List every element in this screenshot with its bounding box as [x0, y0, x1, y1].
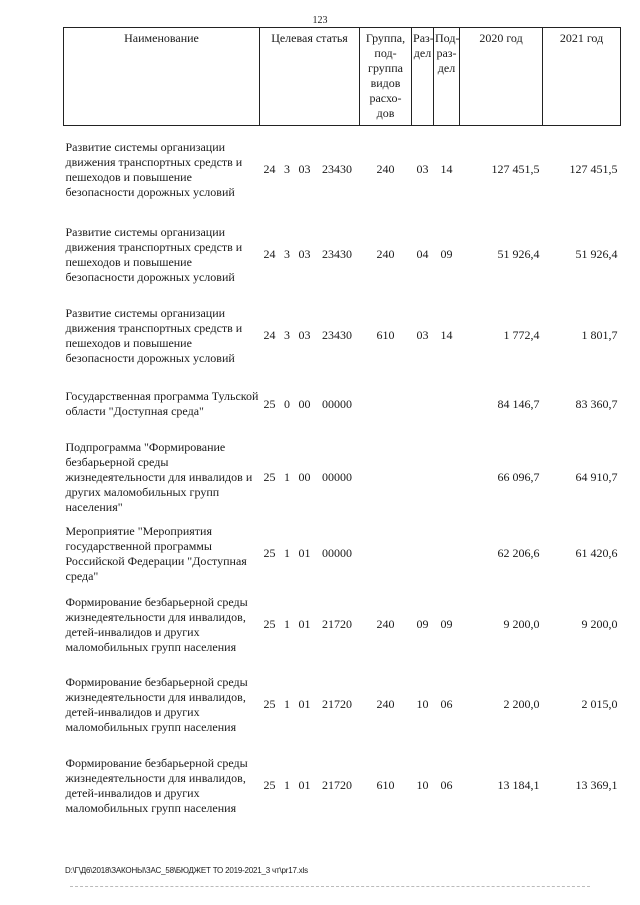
row-amount-2020: 1 772,4: [503, 328, 540, 342]
row-ts-event: 00: [298, 396, 311, 411]
row-ts-program: 25: [263, 396, 276, 411]
row-ts-direction: 21720: [322, 617, 352, 631]
row-amount-2020: 2 200,0: [503, 697, 540, 711]
row-group: 610: [376, 328, 395, 342]
row-amount-2021: 61 420,6: [575, 546, 618, 560]
row-name: Развитие системы организации движения транспортных средств и пешеходов и повышение безопасности дорожных условий: [65, 224, 243, 284]
row-amount-2020: 9 200,0: [503, 617, 540, 631]
row-section: [412, 523, 434, 585]
header-group: Группа, под-группа видов расхо-дов: [360, 28, 412, 126]
row-group: 610: [376, 778, 395, 792]
row-subsection: 09: [440, 247, 453, 261]
row-amount-2021: 127 451,5: [569, 162, 618, 177]
row-ts-subprogram: 1: [284, 546, 290, 560]
row-ts-direction: 00000: [322, 396, 352, 411]
row-amount-2021: 9 200,0: [581, 617, 618, 631]
row-amount-2020: 127 451,5: [491, 162, 540, 177]
row-ts-event: 01: [298, 778, 311, 792]
table-row: [64, 585, 621, 665]
header-target-article: Целевая статья: [260, 28, 360, 126]
row-subsection: 06: [440, 778, 453, 792]
row-ts-event: 03: [298, 247, 311, 261]
row-group: [360, 433, 412, 523]
budget-table: [63, 27, 621, 827]
row-subsection: 14: [440, 328, 453, 342]
row-ts-program: 25: [263, 470, 276, 484]
row-group: 240: [376, 617, 395, 631]
row-ts-direction: 21720: [322, 778, 352, 792]
row-ts-program: 24: [263, 328, 276, 342]
row-ts-direction: 21720: [322, 697, 352, 711]
row-ts-subprogram: 3: [284, 247, 290, 261]
row-amount-2021: 13 369,1: [575, 778, 618, 792]
header-subsection: Под-раз-дел: [434, 28, 460, 126]
table-row: [64, 745, 621, 827]
row-section: 09: [416, 617, 429, 631]
row-ts-event: 01: [298, 546, 311, 560]
row-amount-2021: 2 015,0: [581, 697, 618, 711]
row-amount-2021: 83 360,7: [575, 396, 618, 411]
table-row: [64, 665, 621, 745]
row-ts-direction: 00000: [322, 546, 352, 560]
header-year-2020: 2020 год: [460, 28, 543, 126]
row-ts-program: 24: [263, 247, 276, 261]
row-ts-subprogram: 1: [284, 617, 290, 631]
row-ts-event: 03: [298, 162, 311, 177]
row-ts-subprogram: 0: [284, 396, 290, 411]
row-ts-program: 24: [263, 162, 276, 177]
row-ts-program: 25: [263, 617, 276, 631]
row-subsection: 06: [440, 697, 453, 711]
row-ts-subprogram: 1: [284, 778, 290, 792]
table-row: [64, 214, 621, 296]
row-ts-direction: 23430: [322, 328, 352, 342]
row-subsection: [434, 433, 460, 523]
row-amount-2021: 64 910,7: [575, 470, 618, 484]
row-ts-event: 03: [298, 328, 311, 342]
header-year-2021: 2021 год: [543, 28, 621, 126]
page-number: 123: [312, 15, 328, 26]
row-ts-program: 25: [263, 778, 276, 792]
row-name: Формирование безбарьерной среды жизнедеятельности для инвалидов, детей-инвалидов и других маломобильных групп населения: [65, 594, 248, 654]
row-section: [412, 376, 434, 433]
row-subsection: 14: [440, 162, 453, 177]
row-name: Государственная программа Тульской области "Доступная среда": [65, 389, 259, 418]
row-ts-event: 00: [298, 470, 311, 484]
row-name: Формирование безбарьерной среды жизнедеятельности для инвалидов, детей-инвалидов и других маломобильных групп населения: [65, 755, 248, 815]
footer-divider: [70, 886, 590, 887]
row-subsection: [434, 376, 460, 433]
row-amount-2021: 1 801,7: [581, 328, 618, 342]
row-name: Подпрограмма "Формирование безбарьерной среды жизнедеятельности для инвалидов и других маломобильных групп населения": [65, 440, 253, 514]
file-path-footer: D:\Г\Д6\2018\ЗАКОНЫ\ЗАС_58\БЮДЖЕТ ТО 2019-2021_3 чт\pr17.xls: [65, 866, 308, 875]
row-ts-event: 01: [298, 697, 311, 711]
row-group: [360, 376, 412, 433]
row-section: 03: [416, 162, 429, 177]
row-ts-subprogram: 1: [284, 697, 290, 711]
header-row: [64, 28, 621, 126]
header-name: Наименование: [64, 28, 260, 126]
table-row: [64, 296, 621, 376]
table-row: [64, 523, 621, 585]
row-amount-2020: 51 926,4: [497, 247, 540, 261]
row-section: 10: [416, 697, 429, 711]
row-ts-subprogram: 1: [284, 470, 290, 484]
row-name: Развитие системы организации движения транспортных средств и пешеходов и повышение безопасности дорожных условий: [65, 305, 243, 365]
row-amount-2020: 62 206,6: [497, 546, 540, 560]
row-group: 240: [376, 697, 395, 711]
row-ts-direction: 23430: [322, 247, 352, 261]
row-ts-subprogram: 3: [284, 162, 290, 177]
row-group: 240: [376, 162, 395, 177]
table-row: [64, 376, 621, 433]
row-ts-direction: 00000: [322, 470, 352, 484]
row-amount-2020: 66 096,7: [497, 470, 540, 484]
row-name: Мероприятие "Мероприятия государственной программы Российской Федерации "Доступная среда": [65, 523, 247, 583]
table-row: [64, 433, 621, 523]
row-amount-2021: 51 926,4: [575, 247, 618, 261]
row-group: [360, 523, 412, 585]
row-section: [412, 433, 434, 523]
row-section: 10: [416, 778, 429, 792]
header-section: Раз-дел: [412, 28, 434, 126]
row-name: Развитие системы организации движения транспортных средств и пешеходов и повышение безопасности дорожных условий: [65, 139, 243, 199]
row-name: Формирование безбарьерной среды жизнедеятельности для инвалидов, детей-инвалидов и других маломобильных групп населения: [65, 674, 248, 734]
row-amount-2020: 13 184,1: [497, 778, 540, 792]
row-ts-subprogram: 3: [284, 328, 290, 342]
row-group: 240: [376, 247, 395, 261]
row-subsection: [434, 523, 460, 585]
row-ts-program: 25: [263, 697, 276, 711]
row-ts-program: 25: [263, 546, 276, 560]
row-ts-event: 01: [298, 617, 311, 631]
table-row: [64, 126, 621, 214]
row-amount-2020: 84 146,7: [497, 396, 540, 411]
row-ts-direction: 23430: [322, 162, 352, 177]
row-section: 04: [416, 247, 429, 261]
row-section: 03: [416, 328, 429, 342]
row-subsection: 09: [440, 617, 453, 631]
